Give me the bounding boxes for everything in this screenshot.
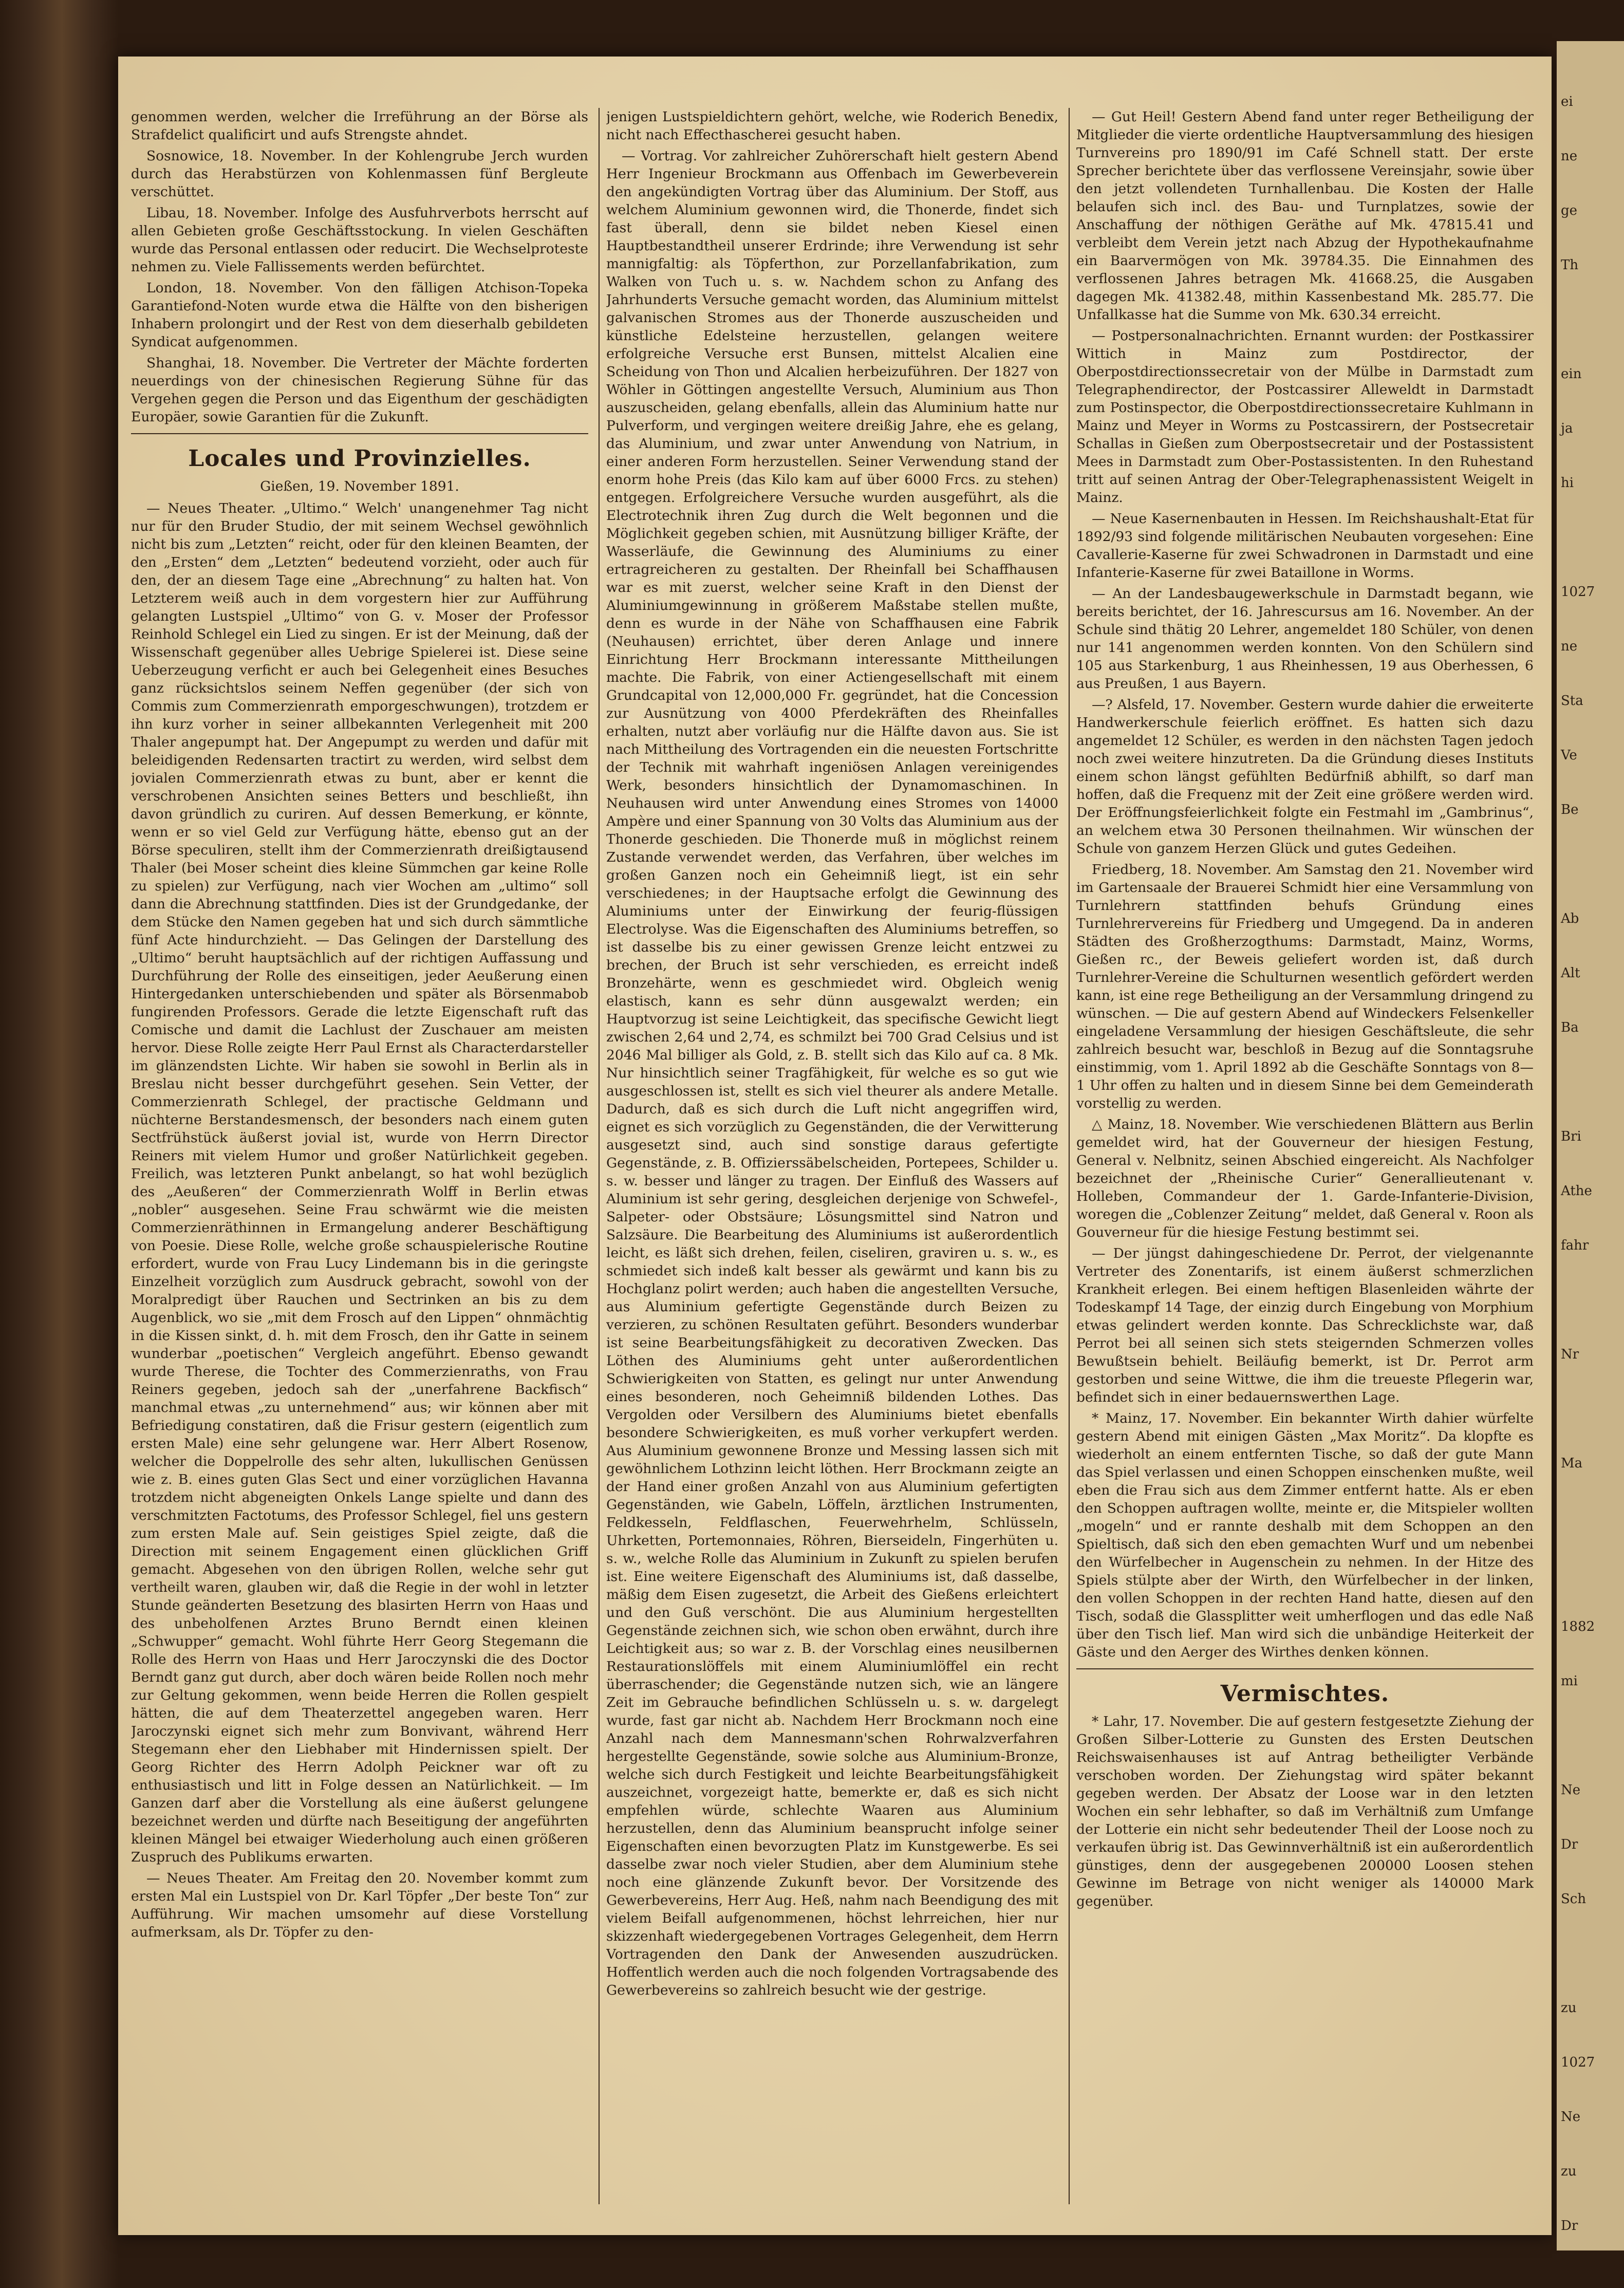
next-page-fragment: zu	[1561, 2000, 1577, 2016]
next-page-edge	[1557, 41, 1624, 2250]
next-page-fragment: ei	[1561, 94, 1573, 109]
next-page-fragment: Nr	[1561, 1347, 1579, 1362]
next-page-fragment: Ve	[1561, 748, 1577, 763]
column-1-top-news	[131, 108, 588, 426]
next-page-fragment: Alt	[1561, 965, 1580, 981]
column-rule	[599, 108, 600, 2204]
article-paragraph: Libau, 18. November. Infolge des Ausfuhrverbots herrscht auf allen Gebieten große Geschäftsstockung. In vielen Geschäften wurde das Personal entlassen oder reducirt. Die Wechselproteste nehmen zu. Viele Fallissements werden befürchtet.	[131, 205, 588, 275]
next-page-fragment: 1882	[1561, 1619, 1595, 1634]
next-page-fragment: ne	[1561, 148, 1578, 164]
next-page-fragment	[1557, 1400, 1624, 1418]
next-page-fragment: Bri	[1561, 1129, 1581, 1144]
next-page-fragment	[1557, 1509, 1624, 1527]
section-heading: Locales und Provinzielles.	[188, 445, 531, 472]
column-1	[131, 108, 588, 2204]
next-page-fragment	[1557, 528, 1624, 547]
next-page-fragment: Ba	[1561, 1020, 1579, 1035]
article-paragraph: —? Alsfeld, 17. November. Gestern wurde dahier die erweiterte Handwerkerschule feierlich eröffnet. Es hatten sich dazu angemeldet 12 Schüler, es werden in den nächsten Tagen jedoch noch zwei weitere hinzutreten. Da die Gründung dieses Instituts einem schon längst gefühlten Bedürfniß abhilft, so darf man hoffen, daß die Frequenz mit der Zeit eine größere werden wird. Der Eröffnungsfeierlichkeit folgte ein Festmahl im „Gambrinus“, an welchem etwa 30 Personen theilnahmen. Wir wünschen der Schule von ganzem Herzen Glück und gutes Gedeihen.	[1076, 697, 1534, 857]
article-paragraph: Shanghai, 18. November. Die Vertreter der Mächte forderten neuerdings von der chinesischen Regierung Sühne für das Vergehen gegen die Person und das Eigenthum der geschädigten Europäer, sowie Garantien für die Zukunft.	[131, 355, 588, 425]
next-page-fragment: Ma	[1561, 1456, 1583, 1471]
column-rule	[1069, 108, 1070, 2204]
article-paragraph: — Neue Kasernenbauten in Hessen. Im Reichshaushalt-Etat für 1892/93 sind folgende militärischen Neubauten vorgesehen: Eine Cavallerie-Kaserne für zwei Schwadronen in Darmstadt und eine Infanterie-Kaserne für zwei Bataillone in Worms.	[1076, 511, 1534, 581]
article-paragraph: — Postpersonalnachrichten. Ernannt wurden: der Postkassirer Wittich in Mainz zum Postdirector, der Oberpostdirectionssecretair von der Mülbe in Darmstadt zum Telegraphendirector, der Postcassirer Alleweldt in Darmstadt zum Postinspector, die Oberpostdirectionssecretaire Kuhlmann in Mainz und Meyer in Worms zu Postcassirern, der Postsecretair Schallas in Gießen zum Oberpostsecretair und der Postassistent Mees in Darmstadt zum Ober-Postassistenten. In den Ruhestand tritt auf seinen Antrag der Ober-Telegraphenassistent Weigelt in Mainz.	[1076, 328, 1534, 506]
column-2	[606, 108, 1058, 2204]
article-paragraph: Friedberg, 18. November. Am Samstag den 21. November wird im Gartensaale der Brauerei Schmidt hier eine Versammlung von Turnlehrern stattfinden behufs Gründung eines Turnlehrervereins für Friedberg und Umgegend. Da in anderen Städten des Großherzogthums: Darmstadt, Mainz, Worms, Gießen rc., der Beweis geliefert worden ist, daß durch Turnlehrer-Vereine die Schulturnen wesentlich gefördert werden kann, ist eine rege Betheiligung an der Versammlung dringend zu wünschen. — Die auf gestern Abend auf Windeckers Felsenkeller eingeladene Versammlung der hiesigen Geschäftsleute, die sehr zahlreich besucht war, beschloß in Bezug auf die Sonntagsruhe einstimmig, vom 1. April 1892 ab die Geschäfte Sonntags von 8—1 Uhr offen zu halten und in diesem Sinne bei dem Gemeinderath vorstellig zu werden.	[1076, 862, 1534, 1111]
next-page-fragment: Ne	[1561, 2109, 1581, 2125]
article-paragraph: jenigen Lustspieldichtern gehört, welche, wie Roderich Benedix, nicht nach Effecthascherei gesucht haben.	[606, 109, 1058, 143]
article-paragraph: Sosnowice, 18. November. In der Kohlengrube Jerch wurden durch das Herabstürzen von Kohlenmassen fünf Bergleute verschüttet.	[131, 148, 588, 200]
article-paragraph: * Mainz, 17. November. Ein bekannter Wirth dahier würfelte gestern Abend mit einigen Gästen „Max Moritz“. Da klopfte es wiederholt an einem entfernten Tische, so daß der gute Mann das Spiel verlassen und einen Schoppen einschenken mußte, weil eben die Frau sich aus dem Zimmer entfernt hatte. Als er eben den Schoppen auftragen wollte, meinte er, die Mitspieler wollten „mogeln“ und er rannte deshalb mit dem Schoppen an den Spieltisch, daß sich den eben gemachten Wurf und um nebenbei den Würfelbecher in Augenschein zu nehmen. In der Hitze des Spiels stülpte aber der Wirth, den Würfelbecher in der linken, den vollen Schoppen in der rechten Hand hatte, diesen auf den Tisch, sodaß die Glassplitter weit umherflogen und das edle Naß über den Tisch lief. Man wird sich die unbändige Heiterkeit der Gäste und den Aerger des Wirthes denken können.	[1076, 1410, 1534, 1660]
next-page-fragment: Sta	[1561, 693, 1583, 709]
section-divider	[1076, 1668, 1534, 1669]
article-paragraph: genommen werden, welcher die Irreführung an der Börse als Strafdelict qualificirt und aufs Strengste ahndet.	[131, 109, 588, 143]
next-page-fragment: 1027	[1561, 584, 1595, 600]
next-page-fragment: fahr	[1561, 1238, 1589, 1253]
next-page-fragment: Be	[1561, 802, 1579, 817]
next-page-fragment: mi	[1561, 1673, 1578, 1689]
next-page-fragment	[1557, 855, 1624, 873]
article-paragraph: — Gut Heil! Gestern Abend fand unter reger Betheiligung der Mitglieder die vierte ordentliche Hauptversammlung des hiesigen Turnvereins pro 1890/91 im Café Schnell statt. Der erste Sprecher berichtete über das verflossene Vereinsjahr, sowie über den jetzt vollendeten Turnhallenbau. Die Kosten der Halle belaufen sich incl. des Bau- und Turnplatzes, sowie der Anschaffung der nöthigen Geräthe auf Mk. 47815.41 und verbleibt dem Verein jetzt nach Abzug der Hypothekaufnahme ein Baarvermögen von Mk. 39784.35. Die Einnahmen des verflossenen Jahres betragen Mk. 41668.25, die Ausgaben dagegen Mk. 41382.48, mithin Kassenbestand Mk. 285.77. Die Unfallkasse hat die Summe von Mk. 630.34 erreicht.	[1076, 109, 1534, 323]
next-page-fragment	[1557, 1563, 1624, 1582]
next-page-fragment	[1557, 1944, 1624, 1963]
article-paragraph: London, 18. November. Von den fälligen Atchison-Topeka Garantiefond-Noten wurde etwa die Hälfte von den bisherigen Inhabern prolongirt und der Rest von dem dieserhalb gebildeten Syndicat aufgenommen.	[131, 280, 588, 350]
section-divider	[131, 433, 588, 434]
next-page-fragment	[1557, 310, 1624, 329]
next-page-fragment: Ne	[1561, 1782, 1581, 1798]
next-page-fragment: Athe	[1561, 1183, 1592, 1199]
article-paragraph: — Neues Theater. „Ultimo.“ Welch' unangenehmer Tag nicht nur für den Bruder Studio, der mit seinem Wechsel gewöhnlich nicht bis zum „Letzten“ reicht, oder für den kleinen Beamten, der den „Ersten“ dem „Letzten“ bedeutend vorzieht, oder auch für den, der an diesem Tage eine „Abrechnung“ zu halten hat. Von Letzterem weiß auch in dem vorgestern hier zur Aufführung gelangten Lustspiel „Ultimo“ von G. v. Moser der Professor Reinhold Schlegel ein Lied zu singen. Er ist der Meinung, daß der Wissenschaft gegenüber alles Uebrige Spielerei ist. Diese seine Ueberzeugung verficht er auch bei Gelegenheit eines Besuches ganz rücksichtslos seinem Neffen gegenüber (der sich von Commis zum Commerzienrath emporgeschwungen), trotzdem er ihn kurz vorher in seiner allbekannten Verlegenheit mit 200 Thaler angepumpt hat. Der Angepumpt zu werden und dafür mit beleidigenden Redensarten tractirt zu werden, wird selbst dem jovialen Commerzienrath etwas zu bunt, aber er kennt die verschrobenen Ansichten seines Betters und beschließt, ihn davon gründlich zu curiren. Auf dessen Bemerkung, er könnte, wenn er so viel Geld zur Verfügung hätte, ebenso gut an der Börse speculiren, stellt ihm der Commerzienrath dreißigtausend Thaler (bei Moser scheint dies kleine Sümmchen gar keine Rolle zu spielen) zur Verfügung, nach vier Wochen am „ultimo“ soll dann die Abrechnung stattfinden. Dies ist der Grundgedanke, der dem Stücke den Namen gegeben hat und sich durch sämmtliche fünf Acte hindurchzieht. — Das Gelingen der Darstellung des „Ultimo“ beruht hauptsächlich auf der richtigen Auffassung und Durchführung der Rolle des einseitigen, jeder Aeußerung einen Hintergedanken unterschiebenden und später als Börsenmabob fungirenden Professors. Gerade die letzte Eigenschaft ruft das Comische und damit die Lachlust der Zuschauer am meisten hervor. Diese Rolle zeigte Herr Paul Ernst als Characterdarsteller im glänzendsten Lichte. Wir haben sie sowohl in Berlin als in Breslau nicht besser durchgeführt gesehen. Sein Vetter, der Commerzienrath Schlegel, der practische Geldmann und nüchterne Berstandesmensch, der besonders nach einem guten Sectfrühstück äußerst jovial ist, wurde von Herrn Director Reiners mit vielem Humor und großer Natürlichkeit gegeben. Freilich, was letzteren Punkt anbelangt, so hat wohl bezüglich des „Aeußeren“ der Commerzienrath Wolff in Berlin etwas „nobler“ ausgesehen. Seine Frau schwärmt wie die meisten Commerzienräthinnen in Ermangelung anderer Beschäftigung von Poesie. Diese Rolle, welche große schauspielerische Routine erfordert, wurde von Frau Lucy Lindemann bis in die geringste Einzelheit vorzüglich zum Ausdruck gebracht, sowohl von der Moralpredigt über Rauchen und Sectrinken an bis zu dem Augenblick, wo sie „mit dem Frosch auf den Lippen“ ohnmächtig in die Kissen sinkt, d. h. mit dem Frosch, den ihr Gatte in seinem wunderbar „poetischen“ Vergleich angeführt. Ebenso gewandt wurde Therese, die Tochter des Commerzienraths, von Frau Reiners gegeben, jedoch sah der „unerfahrene Backfisch“ manchmal etwas „zu unternehmend“ aus; wir können aber mit Befriedigung constatiren, daß die Frisur gestern (eigentlich zum ersten Male) eine sehr gelungene war. Herr Albert Rosenow, welcher die Doppelrolle des sehr alten, lukullischen Genüssen wie z. B. eines guten Glas Sect und einer vorzüglichen Havanna trotzdem nicht abgeneigten Onkels Lange spielte und dann des verschmitzten Factotums, des Professor Schlegel, fiel uns gestern zum ersten Male auf. Sein geistiges Spiel zeigte, daß die Direction mit seinem Engagement einen glücklichen Griff gemacht. Abgesehen von den übrigen Rollen, welche sehr gut vertheilt waren, glauben wir, daß die Regie in der wohl in letzter Stunde geänderten Besetzung des blasirten Herrn von Haas und des unbeholfenen Arztes Bruno Berndt einen kleinen „Schwupper“ gemacht. Wohl führte Herr Georg Stegemann die Rolle des Herrn von Haas und Herr Jaroczynski die des Doctor Berndt ganz gut durch, aber doch wären beide Rollen noch mehr zur Geltung gekommen, wenn beide Herren die Rollen gespielt hätten, die auf dem Theaterzettel angegeben waren. Herr Jaroczynski eignet sich mehr zum Bonvivant, während Herr Stegemann eher den Liebhaber mit Hindernissen spielt. Der Georg Richter des Herrn Adolph Peickner war oft zu enthusiastisch und litt in Folge dessen an Natürlichkeit. — Im Ganzen darf aber die Vorstellung als eine äußerst gelungene bezeichnet werden und dürfte nach Beseitigung der angeführten kleinen Mängel bei etwaiger Wiederholung auch einen größeren Zuspruch des Publikums erwarten.	[131, 500, 588, 1865]
next-page-fragment: hi	[1561, 475, 1574, 491]
next-page-fragment: Th	[1561, 257, 1579, 273]
next-page-fragment: ein	[1561, 366, 1582, 382]
next-page-fragment: ge	[1561, 203, 1578, 218]
article-paragraph: — Vortrag. Vor zahlreicher Zuhörerschaft hielt gestern Abend Herr Ingenieur Brockmann aus Offenbach im Gewerbeverein den angekündigten Vortrag über das Aluminium. Der Stoff, aus welchem Aluminium gewonnen wird, die Thonerde, findet sich fast überall, denn sie bildet neben Kiesel einen Hauptbestandtheil unserer Erdrinde; ihre Verwendung ist sehr mannigfaltig: als Töpferthon, zur Porzellanfabrikation, zum Walken von Tuch u. s. w. Nachdem schon zu Anfang des Jahrhunderts Versuche gemacht worden, das Aluminium mittelst galvanischen Stromes aus der Thonerde auszuscheiden und künstliche Edelsteine herzustellen, gelangen weitere erfolgreiche Versuche erst Bunsen, mittelst Alcalien eine Scheidung von Thon und Alcalien herbeizuführen. Der 1827 von Wöhler in Göttingen angestellte Versuch, Aluminium aus Thon auszuscheiden, gelang ebenfalls, allein das Aluminium hatte nur Pulverform, und vergingen weitere dreißig Jahre, ehe es gelang, das Aluminium, und zwar unter Anwendung von Natrium, in einer anderen Form herzustellen. Seiner Verwendung stand der enorm hohe Preis (das Kilo kam auf über 6000 Frcs. zu stehen) entgegen. Erfolgreichere Versuche wurden ausgeführt, als die Electrotechnik ihren Zug durch die Welt begonnen und die Möglichkeit gegeben schien, mit Ausnützung billiger Kräfte, der Wasserläufe, die Gewinnung des Aluminiums zu einer ertragreicheren zu gestalten. Der Rheinfall bei Schaffhausen war es mit zuerst, welcher seine Kraft in den Dienst der Aluminiumgewinnung in größerem Maßstabe stellen mußte, denn es wurde in der Nähe von Schaffhausen eine Fabrik (Neuhausen) errichtet, über deren Anlage und innere Einrichtung Herr Brockmann interessante Mittheilungen machte. Die Fabrik, von einer Actiengesellschaft mit einem Grundcapital von 12,000,000 Fr. gegründet, hat die Concession zur Ausnützung von 4000 Pferdekräften des Rheinfalles erhalten, nutzt aber vorläufig nur die Hälfte davon aus. Sie ist nach Mittheilung des Vortragenden ein die neuesten Fortschritte der Technik mit wahrhaft ingeniösen Anlagen vereinigendes Werk, besonders hinsichtlich der Dynamomaschinen. In Neuhausen wird unter Anwendung eines Stromes von 14000 Ampère und einer Spannung von 30 Volts das Aluminium aus der Thonerde geschieden. Die Thonerde muß in möglichst reinem Zustande verwendet werden, das Verfahren, über welches im großen Ganzen noch ein Geheimniß liegt, ist ein sehr verschiedenes; in der Hauptsache erfolgt die Gewinnung des Aluminiums unter der Einwirkung der feurig-flüssigen Electrolyse. Was die Eigenschaften des Aluminiums betreffen, so ist dasselbe bis zu einer gewissen Grenze leicht entzwei zu brechen, der Bruch ist sehr verschieden, es erreicht indeß Bronzehärte, wenn es geschmiedet wird. Obgleich wenig elastisch, kann es sehr dünn ausgewalzt werden; ein Hauptvorzug ist seine Leichtigkeit, das specifische Gewicht liegt zwischen 2,64 und 2,74, es schmilzt bei 700 Grad Celsius und ist 2046 Mal billiger als Gold, z. B. stellt sich das Kilo auf ca. 8 Mk. Nur hinsichtlich seiner Tragfähigkeit, für welche es so gut wie ausgeschlossen ist, stellt es sich viel theurer als andere Metalle. Dadurch, daß es sich durch die Luft nicht angegriffen wird, eignet es sich vorzüglich zu Gegenständen, die der Verwitterung ausgesetzt sind, auch sind sonstige daraus gefertigte Gegenstände, z. B. Offizierssäbelscheiden, Portepees, Schilder u. s. w. besser und länger zu tragen. Der Einfluß des Wassers auf Aluminium ist sehr gering, desgleichen derjenige von Schwefel-, Salpeter- oder Obstsäure; Lösungsmittel sind Natron und Salzsäure. Die Bearbeitung des Aluminiums ist außerordentlich leicht, es läßt sich drehen, feilen, ciseliren, graviren u. s. w., es schmiedet sich indeß kalt besser als gewärmt und kann bis zu Hochglanz polirt werden; auch haben die angestellten Versuche, aus Aluminium gefertigte Gegenstände durch Beizen zu verzieren, zu schönen Resultaten geführt. Besonders wunderbar ist seine Bearbeitungsfähigkeit zu decorativen Zwecken. Das Löthen des Aluminiums geht unter außerordentlichen Schwierigkeiten von Statten, es gelingt nur unter Anwendung eines besonderen, noch Geheimniß bildenden Lothes. Das Vergolden oder Versilbern des Aluminiums bietet ebenfalls besondere Schwierigkeiten, es muß vorher verkupfert werden. Aus Aluminium gewonnene Bronze und Messing lassen sich mit gewöhnlichem Lothzinn leicht löthen. Herr Brockmann zeigte an der Hand einer großen Anzahl von aus Aluminium gefertigten Gegenständen, wie Gabeln, Löffeln, ärztlichen Instrumenten, Feldkesseln, Feldflaschen, Feuerwehrhelm, Schlüsseln, Uhrketten, Portemonnaies, Röhren, Bierseideln, Fingerhüten u. s. w., welche Rolle das Aluminium in Zukunft zu spielen berufen ist. Eine weitere Eigenschaft des Aluminiums ist, daß dasselbe, mäßig dem Eisen zugesetzt, die Arbeit des Gießens erleichtert und den Guß verschönt. Die aus Aluminium hergestellten Gegenstände zeichnen sich, wie schon oben erwähnt, durch ihre Leichtigkeit aus; so war z. B. der Vorschlag eines neusilbernen Restaurationslöffels mit einem Aluminiumlöffel ein recht überraschender; die Gegenstände nutzen sich, wie an längere Zeit im Gebrauche befindlichen Schlüsseln u. s. w. dargelegt wurde, fast gar nicht ab. Nachdem Herr Brockmann noch eine Anzahl nach dem Mannesmann'schen Rohrwalzverfahren hergestellte Gegenstände, sowie solche aus Aluminium-Bronze, welche sich durch Festigkeit und leichte Bearbeitungsfähigkeit auszeichnet, vorgezeigt hatte, bemerkte er, daß es sich nicht empfehlen würde, schlechte Waaren aus Aluminium herzustellen, denn das Aluminium beansprucht infolge seiner Eigenschaften einen bevorzugten Platz im Kunstgewerbe. Es sei dasselbe zwar noch vieler Studien, aber dem Aluminium stehe noch eine glänzende Zukunft bevor. Der Vorsitzende des Gewerbevereins, Herr Aug. Heß, nahm nach Beendigung des mit vielem Beifall aufgenommenen, höchst lehrreichen, hier nur skizzenhaft wiedergegebenen Vortrages Gelegenheit, dem Herrn Vortragenden den Dank der Anwesenden auszudrücken. Hoffentlich werden auch die noch folgenden Vortragsabende des Gewerbevereins so zahlreich besucht wie der gestrige.	[606, 148, 1058, 1998]
next-page-fragment: Dr	[1561, 1837, 1578, 1852]
article-paragraph: * Lahr, 17. November. Die auf gestern festgesetzte Ziehung der Großen Silber-Lotterie zu Gunsten des Ersten Deutschen Reichswaisenhauses ist auf Antrag betheiligter Verbände verschoben worden. Der Ziehungstag wird später bekannt gegeben werden. Der Absatz der Loose war in den letzten Wochen ein sehr lebhafter, so daß im Verhältniß zum Umfange der Lotterie ein nicht sehr bedeutender Theil der Loose noch zu verkaufen übrig ist. Das Gewinnverhältniß ist ein außerordentlich günstiges, denn der ausgegebenen 200000 Loosen stehen Gewinne im Betrage von nicht weniger als 140000 Mark gegenüber.	[1076, 1714, 1534, 1909]
next-page-fragment: Ab	[1561, 911, 1579, 926]
article-paragraph: △ Mainz, 18. November. Wie verschiedenen Blättern aus Berlin gemeldet wird, hat der Gouverneur der hiesigen Festung, General v. Nelbnitz, seinen Abschied eingereicht. Als Nachfolger bezeichnet der „Rheinische Curier“ Generallieutenant v. Holleben, Commandeur der 1. Garde-Infanterie-Division, woregen die „Coblenzer Zeitung“ meldet, daß General v. Roon als Gouverneur für die hiesige Festung bestimmt sei.	[1076, 1117, 1534, 1240]
next-page-fragment	[1557, 1291, 1624, 1309]
article-paragraph: — An der Landesbaugewerkschule in Darmstadt begann, wie bereits berichtet, der 16. Jahrescursus am 16. November. An der Schule sind thätig 20 Lehrer, angemeldet 180 Schüler, von denen nur 141 angenommen werden konnten. Von den Schülern sind 105 aus Starkenburg, 1 aus Rheinhessen, 19 aus Oberhessen, 6 aus Preußen, 1 aus Bayern.	[1076, 586, 1534, 692]
next-page-fragment: ja	[1561, 421, 1573, 436]
next-page-fragment: Dr	[1561, 2218, 1578, 2234]
next-page-fragment: 1027	[1561, 2055, 1595, 2070]
column-3	[1076, 108, 1534, 2204]
next-page-fragment: zu	[1561, 2164, 1577, 2179]
next-page-fragment: ne	[1561, 639, 1578, 654]
next-page-fragment	[1557, 1726, 1624, 1745]
dateline: Gießen, 19. November 1891.	[260, 478, 459, 494]
article-paragraph: — Neues Theater. Am Freitag den 20. November kommt zum ersten Mal ein Lustspiel von Dr. Karl Töpfer „Der beste Ton“ zur Aufführung. Wir machen umsomehr auf diese Vorstellung aufmerksam, als Dr. Töpfer zu den-	[131, 1870, 588, 1940]
next-page-fragment: Sch	[1561, 1891, 1586, 1907]
newspaper-page	[118, 57, 1552, 2235]
article-paragraph: — Der jüngst dahingeschiedene Dr. Perrot, der vielgenannte Vertreter des Zonentarifs, ist einem äußerst schmerzlichen Krankheit erlegen. Bei einem heftigen Blasenleiden währte der Todeskampf 14 Tage, der einzig durch Eingebung von Morphium etwas gelindert werden konnte. Das Schrecklichste war, daß Perrot bei all seinen sich stets steigernden Schmerzen volles Bewußtsein behielt. Beiläufig bemerkt, ist Dr. Perrot arm gestorben und seine Wittwe, die ihm die treueste Pflegerin war, befindet sich in einer bedauernswerthen Lage.	[1076, 1245, 1534, 1405]
section-heading: Vermischtes.	[1220, 1681, 1390, 1707]
next-page-fragment	[1557, 1073, 1624, 1091]
